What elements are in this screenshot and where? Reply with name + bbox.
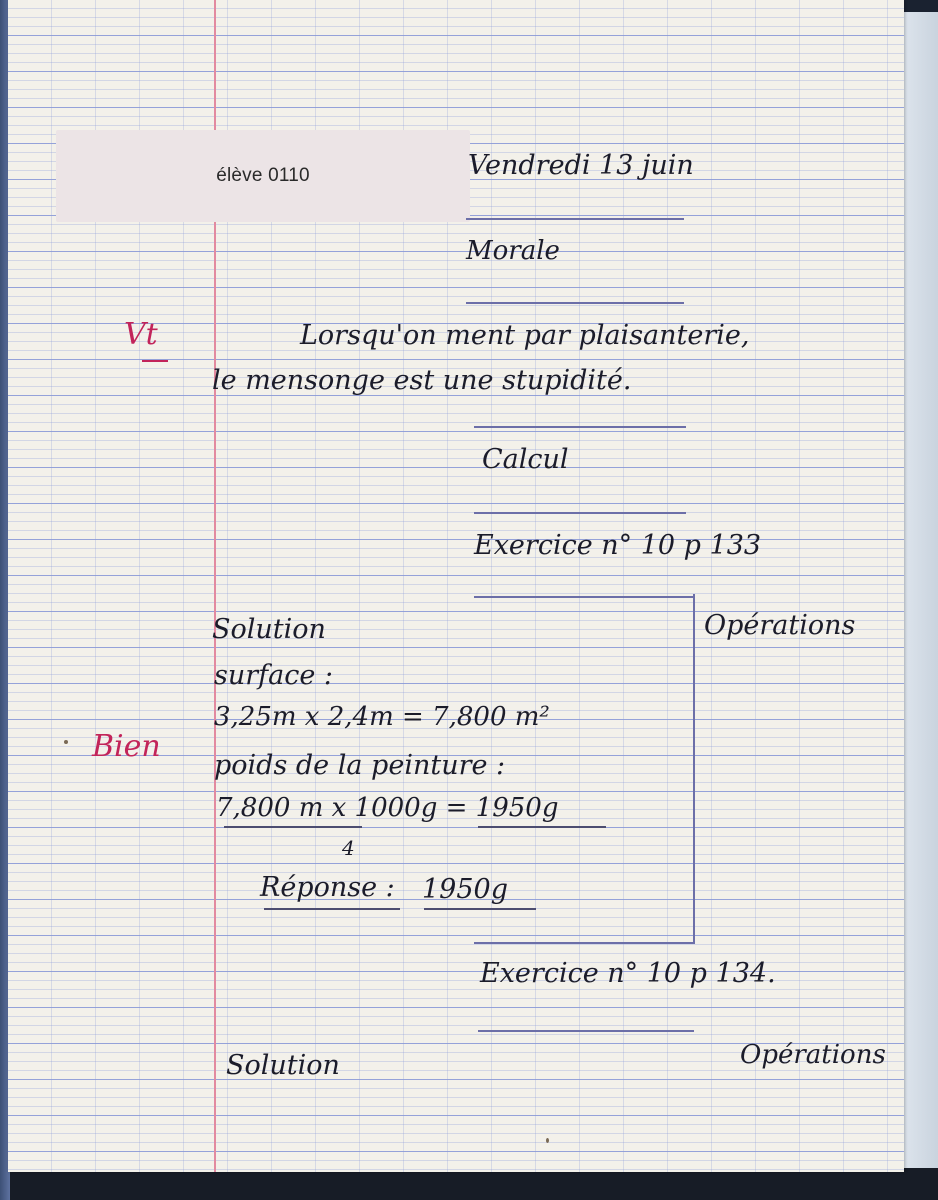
teacher-mark-vu: Vt — [124, 317, 158, 352]
morale-line-2: le mensonge est une stupidité. — [212, 365, 632, 396]
exercise-1-rule — [474, 596, 694, 598]
fraction-divisor: 4 — [342, 836, 355, 860]
calcul-top-rule — [474, 426, 686, 428]
teacher-mark-underline — [142, 360, 168, 362]
date-heading: Vendredi 13 juin — [468, 150, 694, 181]
answer-value-underline — [424, 908, 536, 910]
paper-dot — [546, 1138, 549, 1143]
operations-label-2: Opérations — [740, 1040, 886, 1070]
answer-label-underline — [264, 908, 400, 910]
backdrop-right — [900, 0, 938, 1200]
operations-divider — [693, 594, 695, 944]
solution-line-surface: surface : — [214, 660, 334, 691]
solution-line-poids: poids de la peinture : — [214, 750, 506, 781]
answer-label: Réponse : — [260, 872, 395, 903]
morale-line-1: Lorsqu'on ment par plaisanterie, — [300, 320, 750, 351]
exercise-2-title: Exercice n° 10 p 134. — [480, 958, 776, 989]
solution-label-2: Solution — [226, 1050, 340, 1081]
exercise-1-bottom-rule — [474, 942, 694, 944]
operations-label-1: Opérations — [704, 610, 856, 641]
morale-rule — [466, 302, 684, 304]
date-rule — [466, 218, 684, 220]
student-label-box — [56, 130, 470, 222]
backdrop-bottom — [0, 1168, 938, 1200]
fraction-bar — [224, 826, 362, 828]
paper-dot — [64, 740, 68, 744]
solution-label-1: Solution — [212, 614, 326, 645]
calcul-title: Calcul — [482, 444, 569, 475]
solution-line-calc-surface: 3,25m x 2,4m = 7,800 m² — [214, 702, 550, 732]
result-underline — [478, 826, 606, 828]
calcul-rule — [474, 512, 686, 514]
student-label: élève 0110 — [216, 165, 310, 186]
notebook-page — [8, 0, 904, 1172]
backdrop-corner — [900, 0, 938, 12]
morale-title: Morale — [466, 236, 560, 266]
answer-value: 1950g — [422, 874, 508, 905]
exercise-2-rule — [478, 1030, 694, 1032]
exercise-1-title: Exercice n° 10 p 133 — [474, 530, 762, 561]
solution-line-calc-poids: 7,800 m x 1000g = 1950g — [216, 793, 559, 823]
teacher-mark-bien: Bien — [92, 729, 161, 764]
